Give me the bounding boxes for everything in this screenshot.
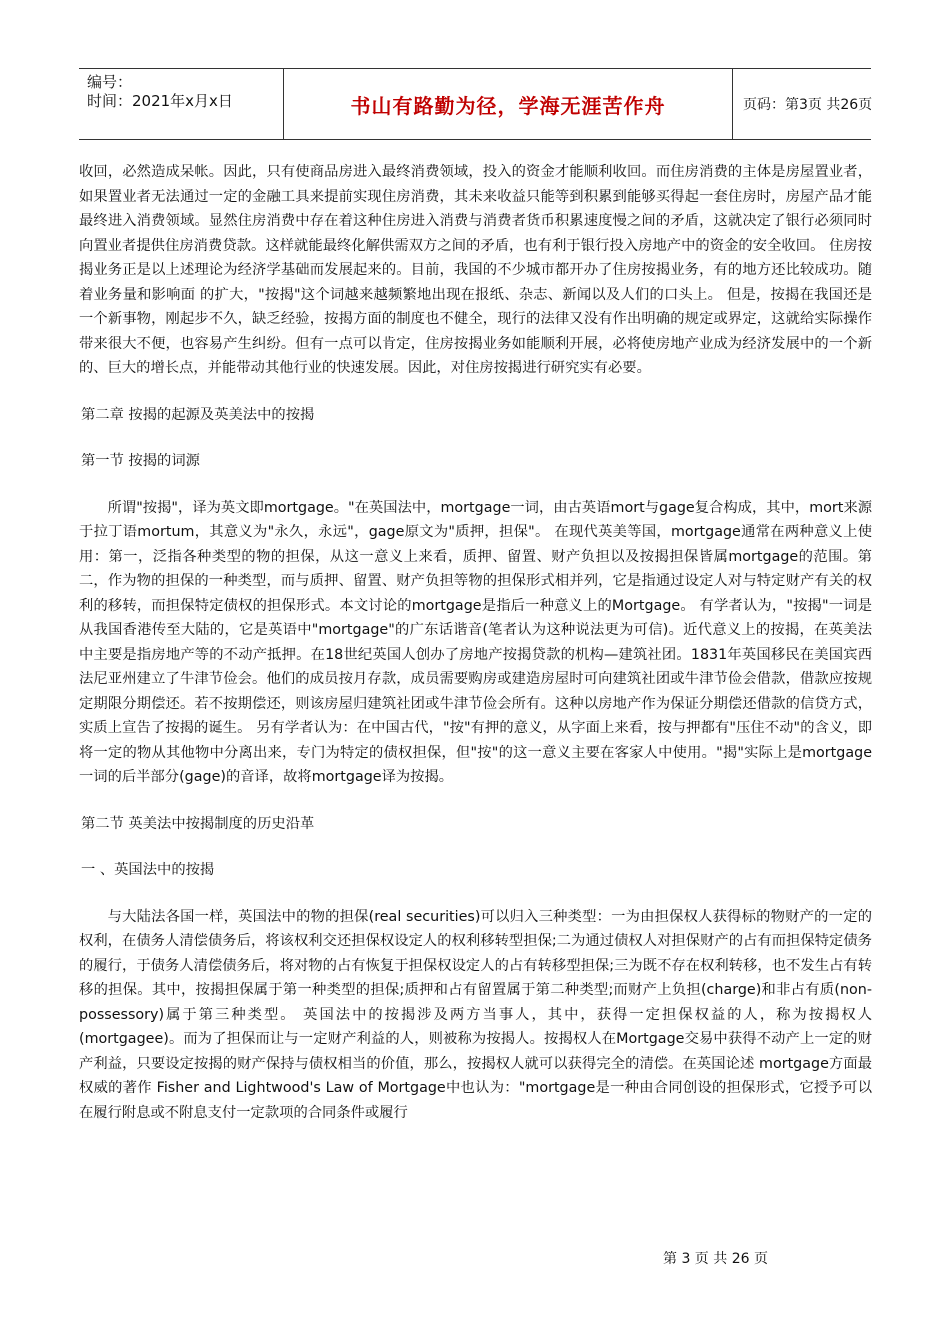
header-meta-cell	[79, 69, 284, 139]
header-page-cell	[733, 69, 871, 139]
section-heading: 第二节 英美法中按揭制度的历史沿革	[81, 815, 315, 832]
subsection-heading: 一 、英国法中的按揭	[81, 862, 215, 878]
document-number-label: 编号：	[87, 73, 133, 91]
document-body	[79, 160, 872, 1125]
page-header	[79, 68, 871, 140]
header-motto-cell	[284, 69, 733, 139]
body-paragraph: 收回，必然造成呆帐。因此，只有使商品房进入最终消费领域，投入的资金才能顺利收回。而住房消费的主体是房屋置业者，如果置业者无法通过一定的金融工具来提前实现住房消费，其未来收益只能等到积累到能够买得起一套住房时，房屋产品才能最终进入消费领域。显然住房消费中存在着这种住房进入消费与消费者货币积累速度慢之间的矛盾，这就决定了银行必须同时向置业者提供住房消费贷款。这样就能最终化解供需双方之间的矛盾，也有利于银行投入房地产中的资金的安全收回。 住房按揭业务正是以上述理论为经济学基础而发展起来的。目前，我国的不少城市都开办了住房按揭业务，有的地方还比较成功。随着业务量和影响面 的扩大，"按揭"这个词越来越频繁地出现在报纸、杂志、新闻以及人们的口头上。 但是，按揭在我国还是一个新事物，刚起步不久，缺乏经验，按揭方面的制度也不健全，现行的法律又没有作出明确的规定或界定，这就给实际操作带来很大不便，也容易产生纠纷。但有一点可以肯定，住房按揭业务如能顺利开展，必将使房地产业成为经济发展中的一个新的、巨大的增长点，并能带动其他行业的快速发展。因此，对住房按揭进行研究实有必要。	[79, 164, 872, 376]
header-motto: 书山有路勤为径，学海无涯苦作舟	[350, 93, 666, 118]
body-paragraph: 所谓"按揭"，译为英文即mortgage。"在英国法中，mortgage一词，由古英语mort与gage复合构成，其中，mort来源于拉丁语mortum，其意义为"永久，永远"，gage原文为"质押，担保"。 在现代英美等国，mortgage通常在两种意义上使用：第一，泛指各种类型的物的担保，从这一意义上来看，质押、留置、财产负担以及按揭担保皆属mortgage的范围。第二，作为物的担保的一种类型，而与质押、留置、财产负担等物的担保形式相并列，它是指通过设定人对与特定财产有关的权利的移转，而担保特定债权的担保形式。本文讨论的mortgage是指后一种意义上的Mortgage。 有学者认为，"按揭"一词是从我国香港传至大陆的，它是英语中"mortgage"的广东话谐音(笔者认为这种说法更为可信)。近代意义上的按揭，在英美法中主要是指房地产等的不动产抵押。在18世纪英国人创办了房地产按揭贷款的机构—建筑社团。1831年英国移民在美国宾西法尼亚州建立了牛津节俭会。他们的成员按月存款，成员需要购房或建造房屋时可向建筑社团或牛津节俭会借款，借款应按规定期限分期偿还。若不按期偿还，则该房屋归建筑社团或牛津节俭会所有。这种以房地产作为保证分期偿还借款的信贷方式，实质上宣告了按揭的诞生。 另有学者认为：在中国古代，"按"有押的意义，从字面上来看，按与押都有"压住不动"的含义，即将一定的物从其他物中分离出来，专门为特定的债权担保，但"按"的这一意义主要在客家人中使用。"揭"实际上是mortgage一词的后半部分(gage)的音译，故将mortgage译为按揭。	[79, 499, 872, 785]
header-page-number: 页码：第3页 共26页	[743, 97, 873, 113]
page-footer: 第 3 页 共 26 页	[663, 1251, 768, 1267]
section-heading: 第一节 按揭的词源	[81, 453, 200, 469]
chapter-heading: 第二章 按揭的起源及英美法中的按揭	[81, 406, 315, 423]
body-paragraph: 与大陆法各国一样，英国法中的物的担保(real securities)可以归入三种类型：一为由担保权人获得标的物财产的一定的权利，在债务人清偿债务后，将该权利交还担保权设定人的权利移转型担保;二为通过债权人对担保财产的占有而担保特定债务的履行，于债务人清偿债务后，将对物的占有恢复于担保权设定人的占有转移型担保;三为既不存在权利转移，也不发生占有转移的担保。其中，按揭担保属于第一种类型的担保;质押和占有留置属于第二种类型;而财产上负担(charge)和非占有质(non-possessory)属于第三种类型。 英国法中的按揭涉及两方当事人，其中，获得一定担保权益的人，称为按揭权人(mortgagee)。而为了担保而让与一定财产利益的人，则被称为按揭人。按揭权人在Mortgage交易中获得不动产上一定的财产利益，只要设定按揭的财产保持与债权相当的价值，那么，按揭权人就可以获得完全的清偿。在英国论述 mortgage方面最权威的著作 Fisher and Lightwood's Law of Mortgage中也认为："mortgage是一种由合同创设的担保形式，它授予可以在履行附息或不附息支付一定款项的合同条件或履行	[79, 908, 872, 1121]
document-date-label: 时间：2021年x月x日	[87, 92, 233, 110]
